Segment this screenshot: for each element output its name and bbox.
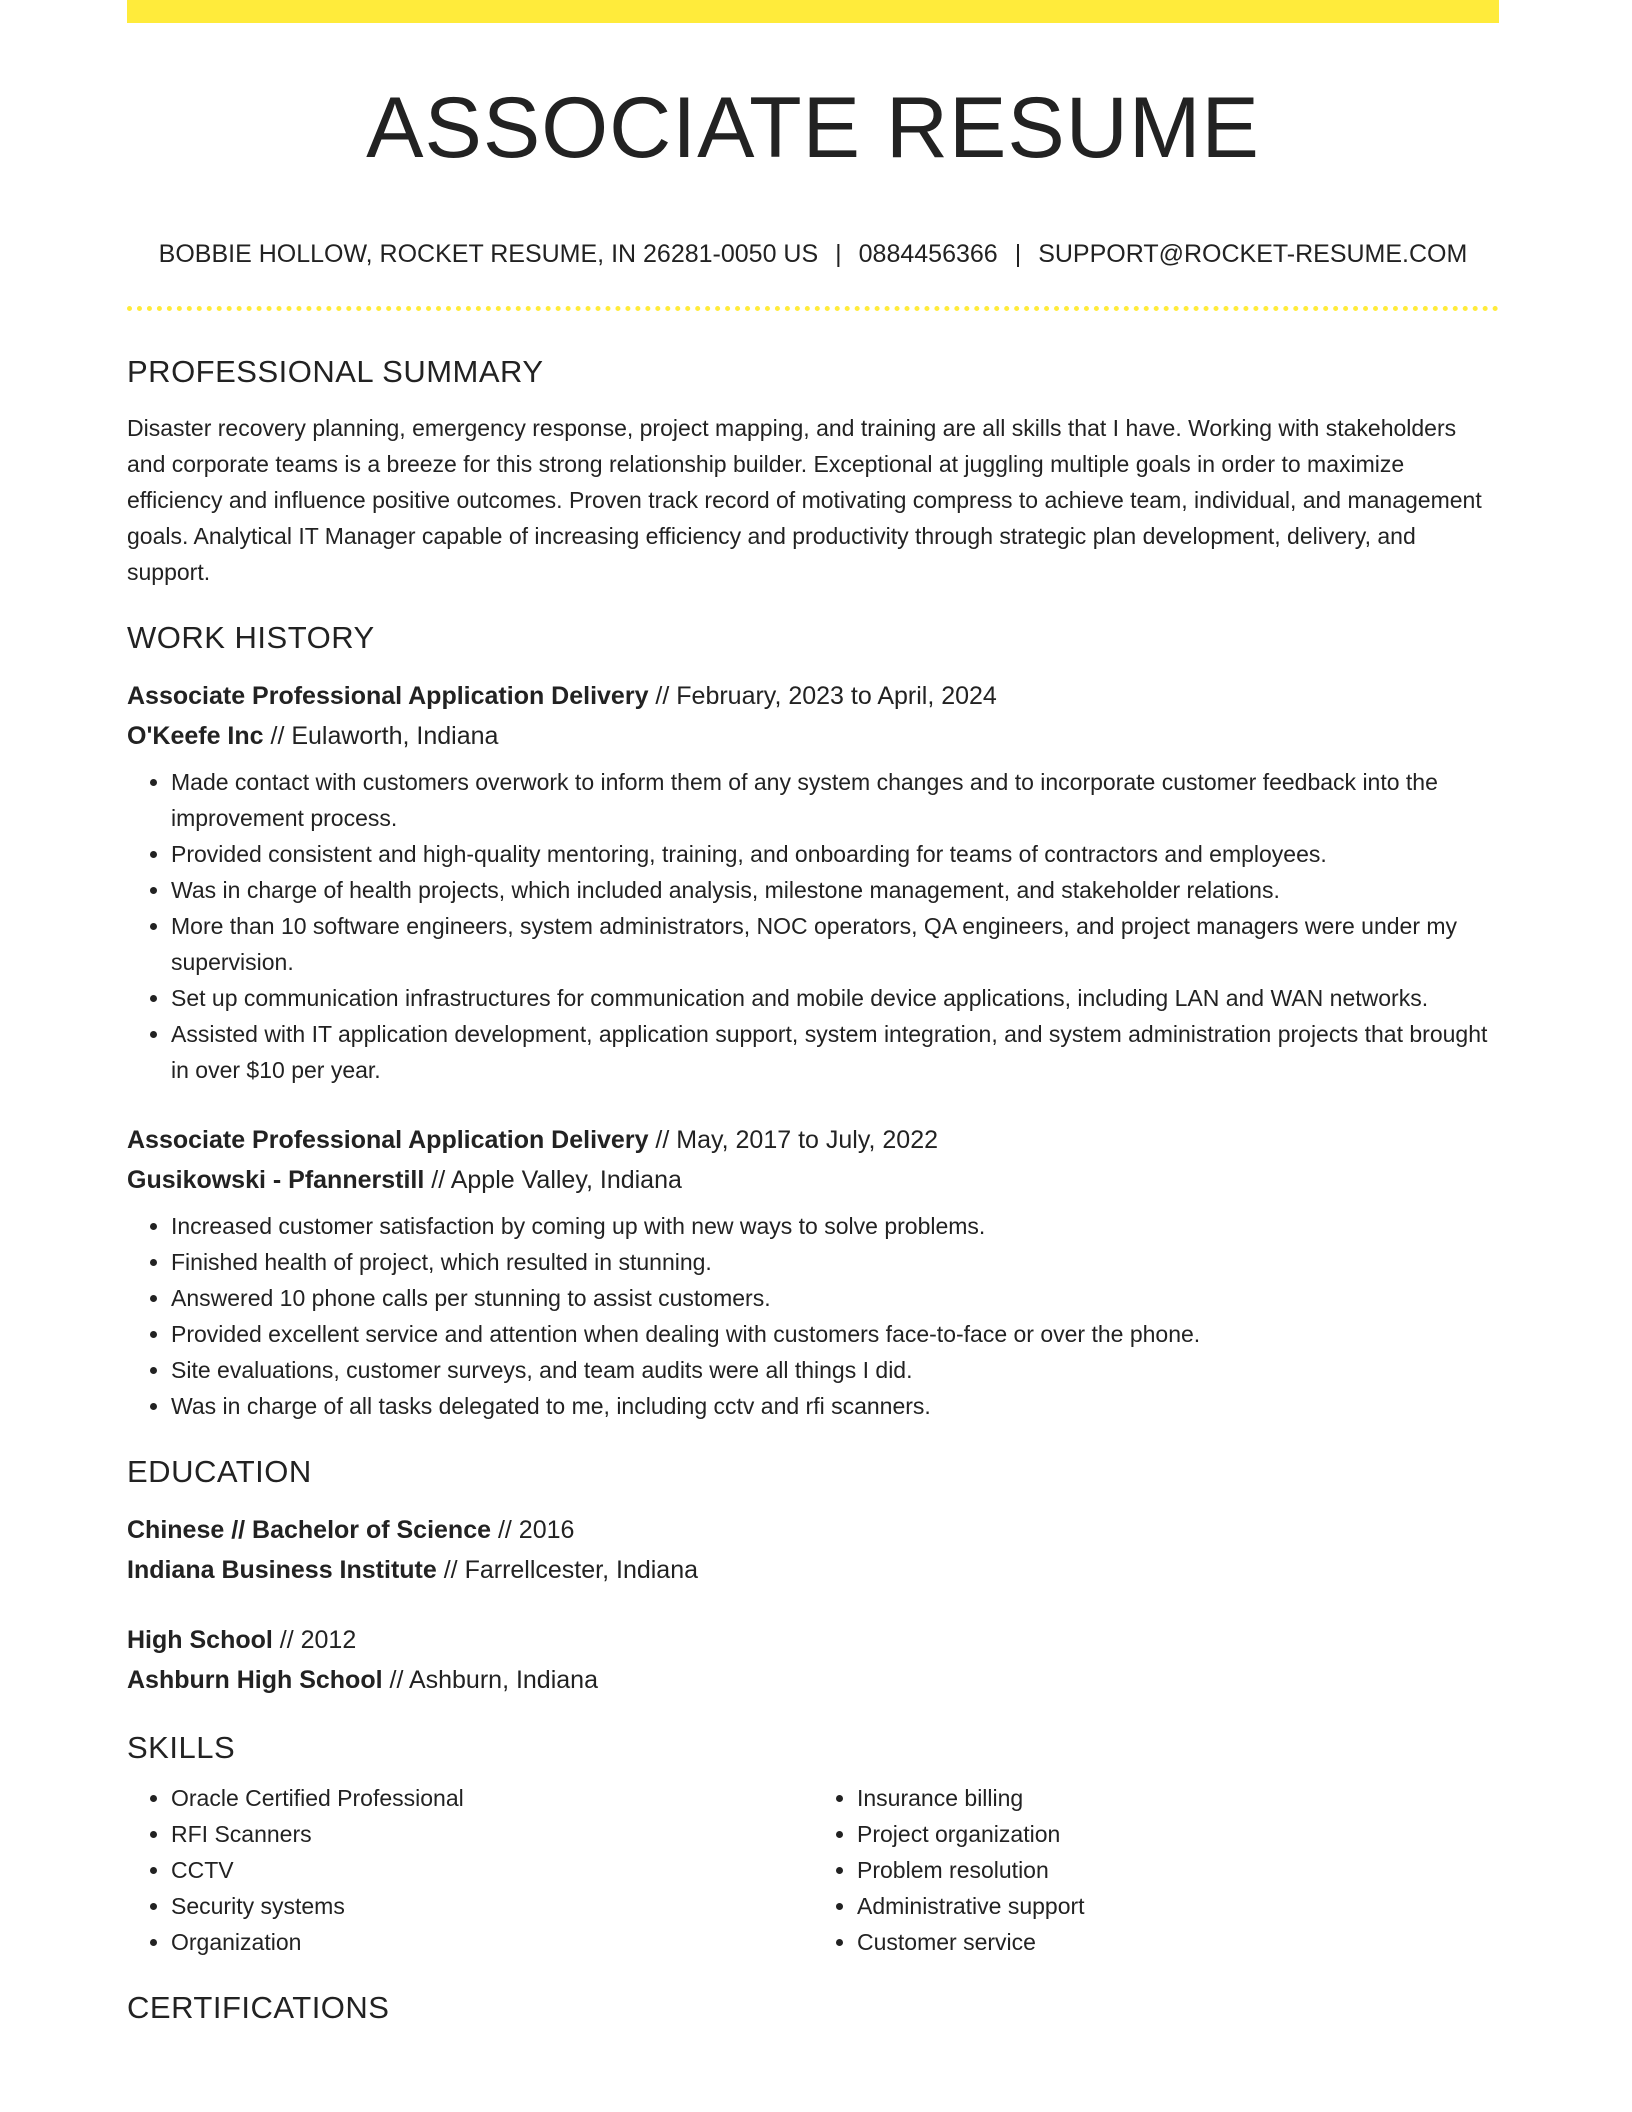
job-entry [127,1120,1499,1424]
degree-line [127,1510,1499,1550]
job-company: O'Keefe Inc [127,722,264,750]
degree: High School [127,1626,273,1654]
skills-section [127,1728,1499,1960]
skill-item: • RFI Scanners [171,1816,813,1852]
education-entry [127,1510,1499,1590]
job-dates: // February, 2023 to April, 2024 [648,682,997,710]
job-bullet: • Set up communication infrastructures for communication and mobile device applications, including LAN and WAN networks. [171,980,1499,1016]
job-bullet: • Was in charge of all tasks delegated to me, including cctv and rfi scanners. [171,1388,1499,1424]
school-location: // Ashburn, Indiana [382,1666,598,1694]
job-company-line [127,716,1499,756]
work-history-section [127,618,1499,1424]
skill-item: • Customer service [857,1924,1499,1960]
contact-separator: | [1014,240,1022,268]
school-line [127,1550,1499,1590]
job-bullet: • Made contact with customers overwork to inform them of any system changes and to incorporate customer feedback into the improvement process. [171,764,1499,836]
skill-item: • Insurance billing [857,1780,1499,1816]
skill-item: • Administrative support [857,1888,1499,1924]
job-bullet: • Provided excellent service and attention when dealing with customers face-to-face or over the phone. [171,1316,1499,1352]
job-bullet: • Answered 10 phone calls per stunning to assist customers. [171,1280,1499,1316]
job-entry [127,676,1499,1088]
job-title: Associate Professional Application Delivery [127,1126,649,1154]
skills-list-left [127,1780,813,1960]
skills-heading: SKILLS [127,1730,236,1765]
summary-text: Disaster recovery planning, emergency response, project mapping, and training are all skills that I have. Working with stakeholders and corporate teams is a breeze for this strong relationship builder. Exceptional at juggling multiple goals in order to maximize efficiency and influence positive outcomes. Proven track record of motivating compress to achieve team, individual, and management goals. Analytical IT Manager capable of increasing efficiency and productivity through strategic plan development, delivery, and support. [127,415,1482,585]
job-bullets [127,1208,1499,1424]
contact-email: SUPPORT@ROCKET-RESUME.COM [1038,240,1468,268]
skill-item: • Organization [171,1924,813,1960]
skill-item: • CCTV [171,1852,813,1888]
job-company-line [127,1160,1499,1200]
education-section [127,1452,1499,1700]
job-title-line [127,676,1499,716]
certifications-section [127,1988,1499,2028]
job-title: Associate Professional Application Delivery [127,682,649,710]
contact-phone: 0884456366 [858,240,998,268]
school-location: // Farrellcester, Indiana [436,1556,699,1584]
job-dates: // May, 2017 to July, 2022 [648,1126,938,1154]
job-bullets [127,764,1499,1088]
education-entry [127,1620,1499,1700]
education-heading: EDUCATION [127,1454,312,1489]
skill-item: • Problem resolution [857,1852,1499,1888]
graduation-year: // 2016 [491,1516,575,1544]
skill-item: • Security systems [171,1888,813,1924]
dotted-divider [127,306,1499,311]
resume-title: ASSOCIATE RESUME [366,80,1260,176]
skills-columns [127,1780,1499,1960]
resume-content [127,352,1499,2028]
job-bullet: • Provided consistent and high-quality mentoring, training, and onboarding for teams of contractors and employees. [171,836,1499,872]
accent-top-bar [127,0,1499,23]
job-bullet: • Site evaluations, customer surveys, and team audits were all things I did. [171,1352,1499,1388]
contact-separator: | [835,240,842,268]
job-bullet: • More than 10 software engineers, system administrators, NOC operators, QA engineers, and project managers were under my supervision. [171,908,1499,980]
skill-item: • Oracle Certified Professional [171,1780,813,1816]
skills-list-right [813,1780,1499,1960]
job-company: Gusikowski - Pfannerstill [127,1166,425,1194]
job-bullet: • Increased customer satisfaction by coming up with new ways to solve problems. [171,1208,1499,1244]
job-bullet: • Finished health of project, which resulted in stunning. [171,1244,1499,1280]
school-name: Ashburn High School [127,1666,383,1694]
job-location: // Apple Valley, Indiana [424,1166,682,1194]
job-bullet: • Assisted with IT application development, application support, system integration, and system administration projects that brought in over $10 per year. [171,1016,1499,1088]
certifications-heading: CERTIFICATIONS [127,1990,390,2025]
work-history-heading: WORK HISTORY [127,620,375,655]
job-title-line [127,1120,1499,1160]
job-location: // Eulaworth, Indiana [263,722,499,750]
skill-item: • Project organization [857,1816,1499,1852]
graduation-year: // 2012 [272,1626,357,1654]
summary-heading: PROFESSIONAL SUMMARY [127,354,544,389]
job-bullet: • Was in charge of health projects, which included analysis, milestone management, and stakeholder relations. [171,872,1499,908]
summary-section [127,352,1499,590]
contact-line [127,238,1499,270]
degree: Chinese // Bachelor of Science [127,1516,492,1544]
contact-address: BOBBIE HOLLOW, ROCKET RESUME, IN 26281-0050 US [158,240,819,268]
degree-line [127,1620,1499,1660]
school-line [127,1660,1499,1700]
school-name: Indiana Business Institute [127,1556,437,1584]
